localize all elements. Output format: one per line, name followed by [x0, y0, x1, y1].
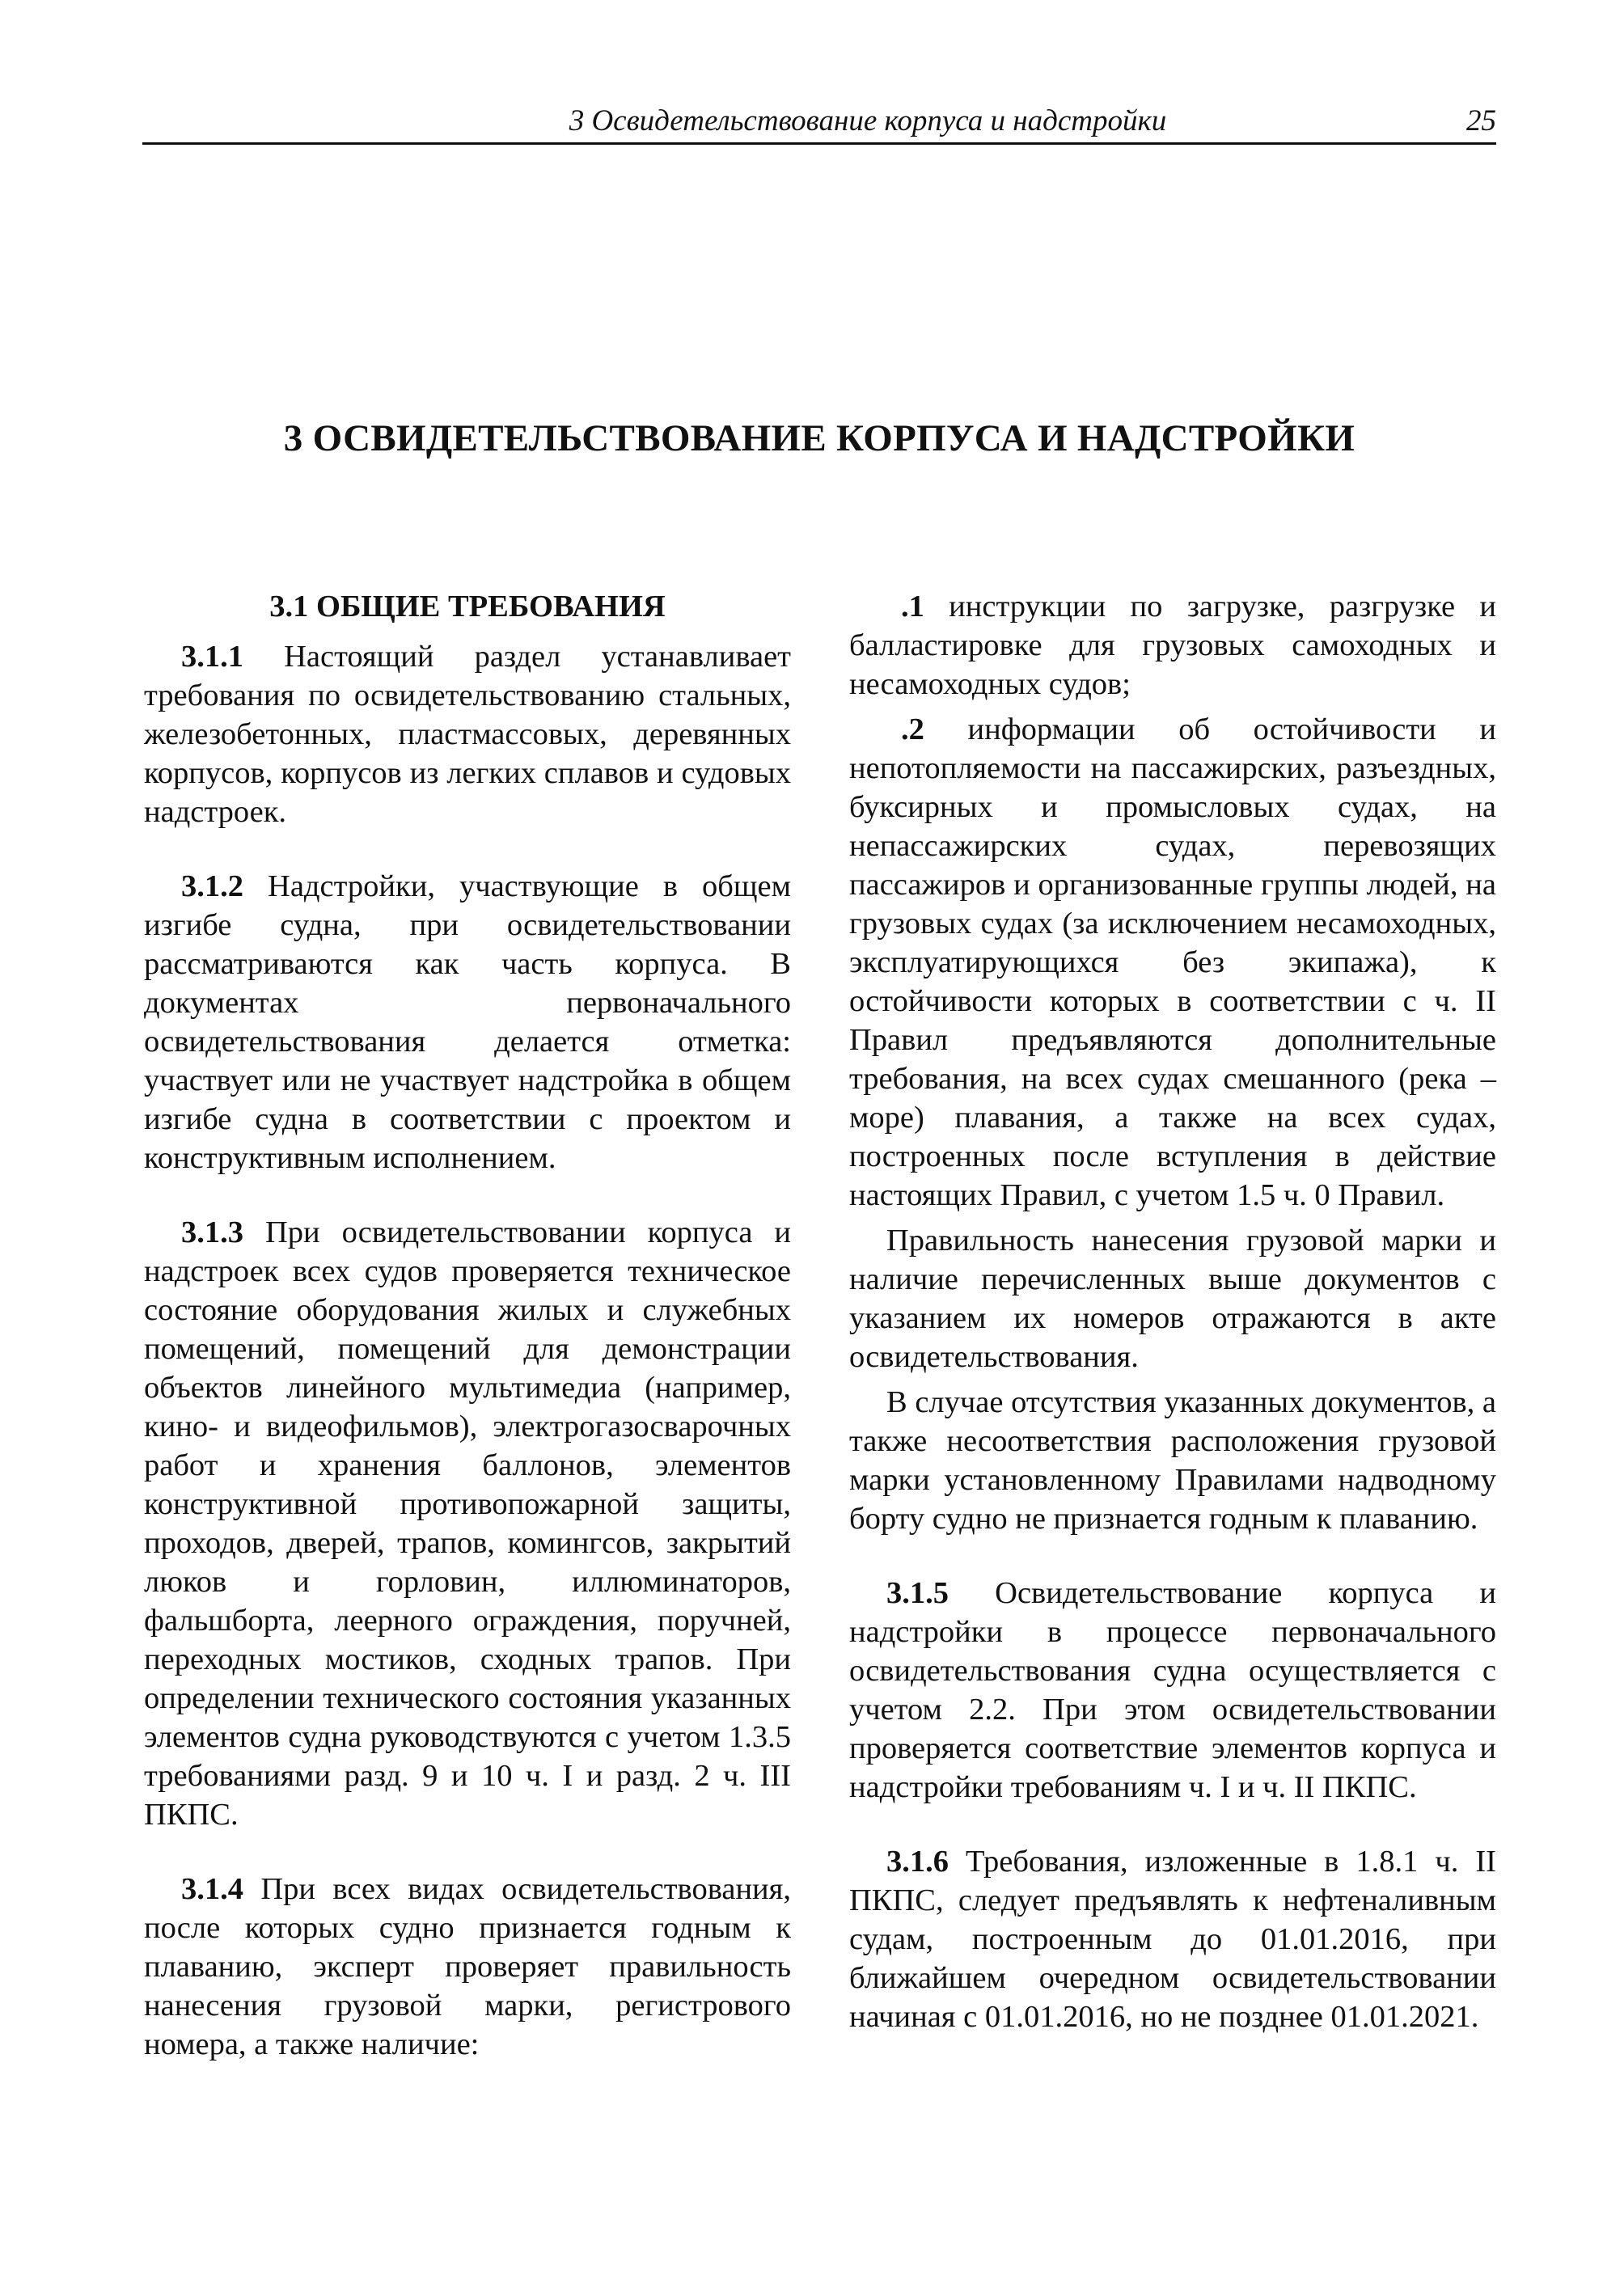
right-column	[849, 587, 1496, 2036]
list-item-number: .1	[901, 590, 924, 623]
paragraph-number: 3.1.3	[181, 1215, 243, 1249]
paragraph-3-1-5	[849, 1574, 1496, 1807]
paragraph-3-1-1	[144, 637, 791, 831]
list-item-number: .2	[901, 712, 924, 746]
paragraph-number: 3.1.4	[181, 1872, 243, 1906]
chapter-title: 3 ОСВИДЕТЕЛЬСТВОВАНИЕ КОРПУСА И НАДСТРОЙКИ	[283, 417, 1355, 459]
paragraph-text: Надстройки, участвующие в общем изгибе судна, при освидетельствовании рассматриваются как часть корпуса. В документах первоначального освидетельствования делается отметка: участвует или не участвует надстройка в общем изгибе судна в соответствии с проектом и конструктивным исполнением.	[144, 869, 791, 1175]
paragraph-number: 3.1.5	[886, 1576, 949, 1610]
running-header-title: 3 Освидетельствование корпуса и надстройки	[569, 104, 1167, 137]
paragraph-text: Требования, изложенные в 1.8.1 ч. II ПКПС, следует предъявлять к нефтеналивным судам, построенным до 01.01.2016, при ближайшем очередном освидетельствовании начиная с 01.01.2016, но не позднее 01.01.2021.	[849, 1845, 1496, 2034]
paragraph-text: При всех видах освидетельствования, после которых судно признается годным к плаванию, эксперт проверяет правильность нанесения грузовой марки, регистрового номера, а также наличие:	[144, 1872, 791, 2061]
paragraph-text: Настоящий раздел устанавливает требования по освидетельствованию стальных, железобетонных, пластмассовых, деревянных корпусов, корпусов из легких сплавов и судовых надстроек.	[144, 640, 791, 829]
continuation-paragraph-1: Правильность нанесения грузовой марки и наличие перечисленных выше документов с указанием их номеров отражаются в акте освидетельствования.	[849, 1224, 1496, 1374]
list-item-1	[849, 587, 1496, 704]
list-item-text: информации об остойчивости и непотопляемости на пассажирских, разъездных, буксирных и промысловых судах, на непассажирских судах, перевозящих пассажиров и организованные группы людей, на грузовых судах (за исключением несамоходных, эксплуатирующихся без экипажа), к остойчивости которых в соответствии с ч. II Правил предъявляются дополнительные требования, на всех судах смешанного (река – море) плавания, а также на всех судах, построенных после вступления в действие настоящих Правил, с учетом 1.5 ч. 0 Правил.	[849, 712, 1496, 1212]
paragraph-number: 3.1.2	[181, 869, 243, 903]
paragraph-3-1-3	[144, 1213, 791, 1834]
paragraph-3-1-6	[849, 1842, 1496, 2036]
section-title: 3.1 ОБЩИЕ ТРЕБОВАНИЯ	[269, 590, 666, 623]
paragraph-number: 3.1.6	[886, 1845, 949, 1879]
paragraph-3-1-4	[144, 1870, 791, 2064]
left-column	[144, 587, 791, 2064]
paragraph-text: Освидетельствование корпуса и надстройки в процессе первоначального освидетельствования судна осуществляется с учетом 2.2. При этом освидетельствовании проверяется соответствие элементов корпуса и надстройки требованиям ч. I и ч. II ПКПС.	[849, 1576, 1496, 1804]
paragraph-number: 3.1.1	[181, 640, 243, 674]
list-item-text: инструкции по загрузке, разгрузке и балластировке для грузовых самоходных и несамоходных судов;	[849, 590, 1496, 701]
paragraph-text: При освидетельствовании корпуса и надстроек всех судов проверяется техническое состояние оборудования жилых и служебных помещений, помещений для демонстрации объектов линейного мультимедиа (например, кино- и видеофильмов), электрогазосварочных работ и хранения баллонов, элементов конструктивной противопожарной защиты, проходов, дверей, трапов, комингсов, закрытий люков и горловин, иллюминаторов, фальшборта, леерного ограждения, поручней, переходных мостиков, сходных трапов. При определении технического состояния указанных элементов судна руководствуются с учетом 1.3.5 требованиями разд. 9 и 10 ч. I и разд. 2 ч. III ПКПС.	[144, 1215, 791, 1832]
page-number: 25	[1466, 104, 1496, 137]
continuation-paragraph-2: В случае отсутствия указанных документов, а также несоответствия расположения грузовой марки установленному Правилами надводному борту судно не признается годным к плаванию.	[849, 1385, 1496, 1536]
list-item-2	[849, 710, 1496, 1215]
running-header	[142, 104, 1496, 145]
paragraph-3-1-2	[144, 867, 791, 1177]
